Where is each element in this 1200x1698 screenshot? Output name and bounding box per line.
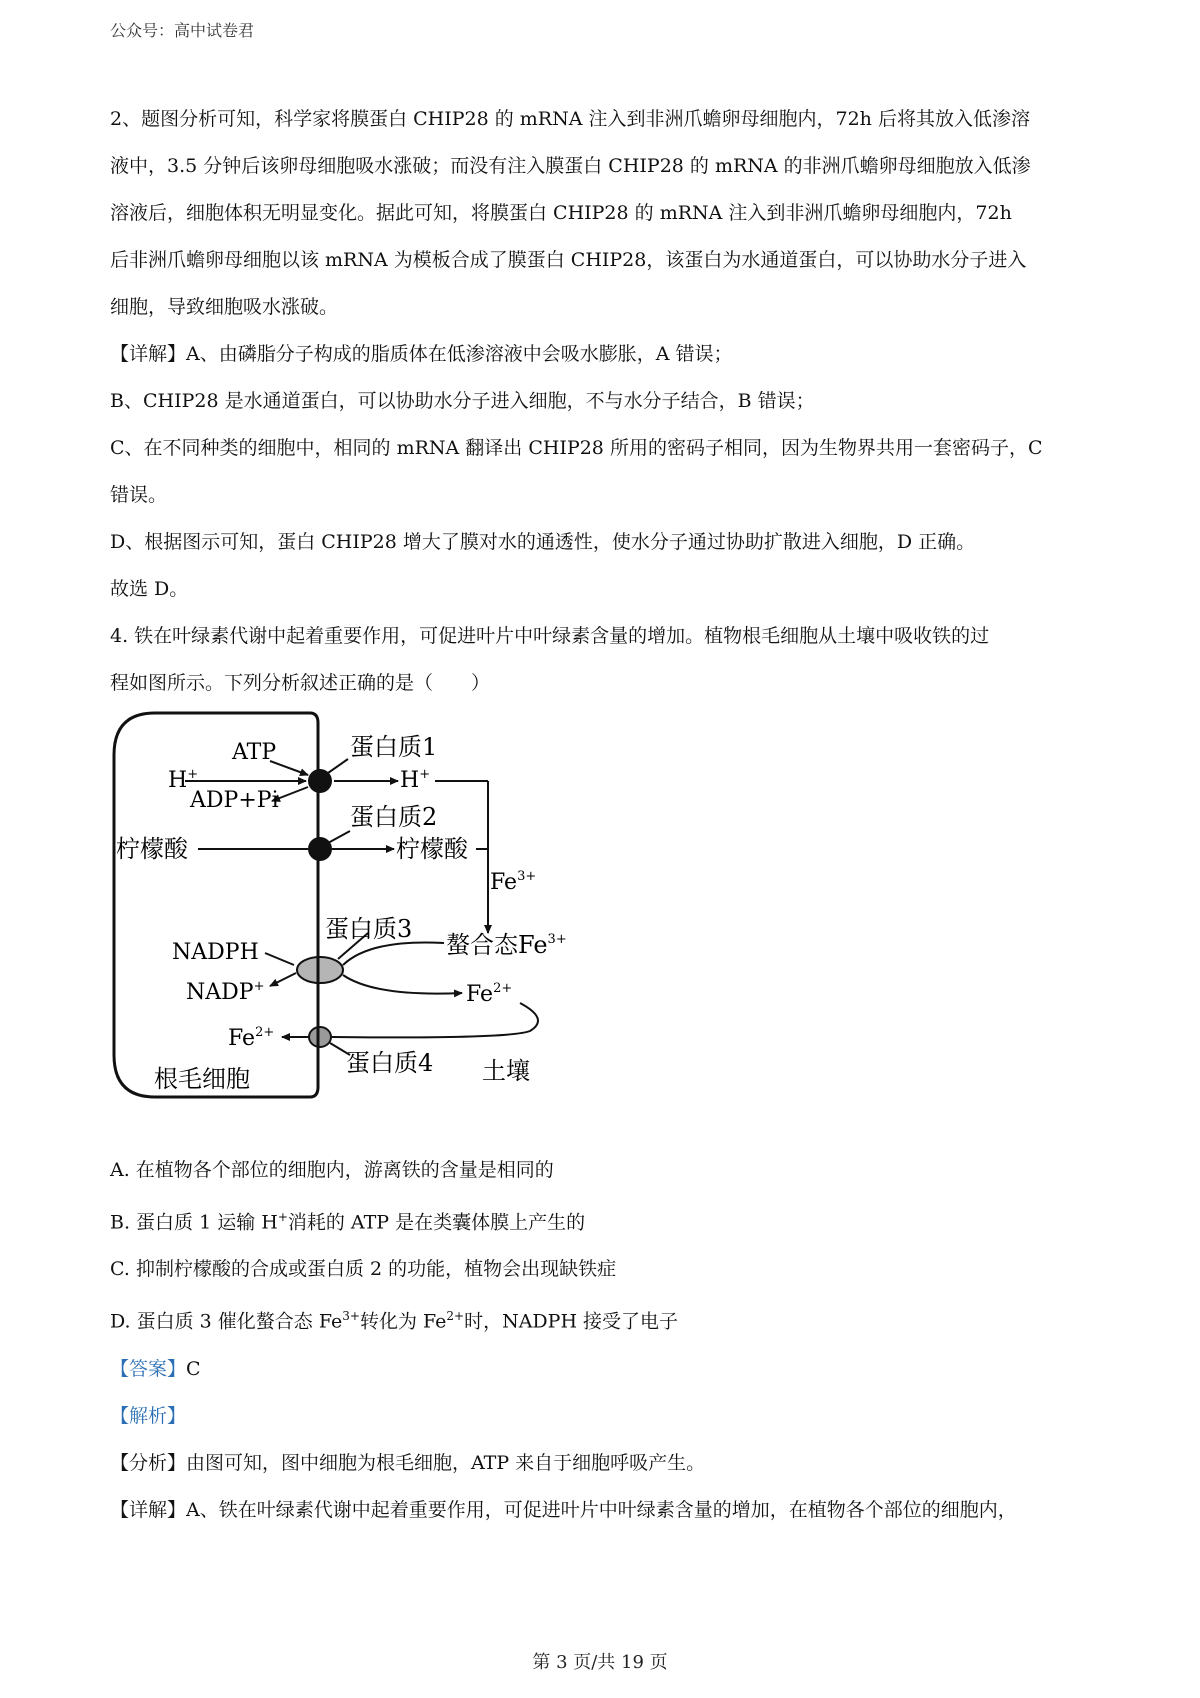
fe2-inside-label: $Fe^{2+}$: [228, 1025, 275, 1051]
detail-line: 【详解】A、铁在叶绿素代谢中起着重要作用，可促进叶片中叶绿素含量的增加，在植物各个部位的细胞内，: [110, 1498, 1017, 1521]
question-stem: 4. 铁在叶绿素代谢中起着重要作用，可促进叶片中叶绿素含量的增加。植物根毛细胞从土壤中吸收铁的过: [110, 625, 990, 647]
answer-label: 【答案】: [110, 1357, 187, 1380]
fe3-label: $Fe^{3+}$: [490, 869, 537, 895]
cell-outline: [114, 713, 318, 1097]
page-footer: 第 3 页/共 19 页: [532, 1652, 668, 1673]
protein3-marker: [297, 957, 343, 983]
iron-uptake-diagram: [110, 707, 1100, 1147]
protein1-label: 蛋白质1: [350, 733, 438, 761]
text-line: B、CHIP28 是水通道蛋白，可以协助水分子进入细胞，不与水分子结合，B 错误；: [110, 390, 815, 412]
protein1-marker: [308, 769, 332, 793]
answer-value: C: [186, 1357, 201, 1380]
root-hair-cell-label: 根毛细胞: [154, 1065, 250, 1093]
parse-label: 【解析】: [110, 1404, 187, 1427]
citric-acid-outside-label: 柠檬酸: [396, 835, 468, 863]
text-line: 后非洲爪蟾卵母细胞以该 mRNA 为模板合成了膜蛋白 CHIP28，该蛋白为水通道蛋白，可以协助水分子进入: [110, 249, 1027, 271]
text-line: 细胞，导致细胞吸水涨破。: [110, 296, 339, 318]
analysis-line: 【分析】由图可知，图中细胞为根毛细胞，ATP 来自于细胞呼吸产生。: [110, 1451, 706, 1474]
question-4: [110, 613, 1100, 1534]
adp-label: ADP+Pi: [190, 788, 279, 813]
option-a: A. 在植物各个部位的细胞内，游离铁的含量是相同的: [110, 1159, 554, 1181]
text-line: 溶液后，细胞体积无明显变化。据此可知，将膜蛋白 CHIP28 的 mRNA 注入到非洲爪蟾卵母细胞内，72h: [110, 202, 1012, 224]
nadph-label: NADPH: [172, 940, 259, 965]
text-line: 【详解】A、由磷脂分子构成的脂质体在低渗溶液中会吸水膨胀，A 错误；: [110, 343, 733, 365]
option-c: C. 抑制柠檬酸的合成或蛋白质 2 的功能，植物会出现缺铁症: [110, 1258, 617, 1281]
citric-acid-inside-label: 柠檬酸: [116, 835, 188, 863]
answer-line: [110, 1346, 1100, 1393]
text-line: 液中，3.5 分钟后该卵母细胞吸水涨破；而没有注入膜蛋白 CHIP28 的 mRNA 的非洲爪蟾卵母细胞放入低渗: [110, 155, 1031, 177]
nadp-label: NADP+: [186, 979, 265, 1005]
detail-previous: [110, 331, 1100, 613]
chelated-fe3-label: 螯合态$Fe^{3+}$: [446, 931, 567, 959]
option-d: D. 蛋白质 3 催化螯合态 $Fe^{3+}$转化为 $Fe^{2+}$时，NADPH 接受了电子: [110, 1309, 679, 1333]
text-line: 2、题图分析可知，科学家将膜蛋白 CHIP28 的 mRNA 注入到非洲爪蟾卵母细胞内，72h 后将其放入低渗溶: [110, 108, 1030, 130]
protein3-label: 蛋白质3: [325, 915, 413, 943]
protein4-marker: [309, 1027, 331, 1047]
h-outside-label: H+: [400, 767, 431, 793]
h-inside-label: H+: [168, 767, 199, 793]
option-b: B. 蛋白质 1 运输 H+消耗的 ATP 是在类囊体膜上产生的: [110, 1210, 586, 1234]
page-header: 公众号：高中试卷君: [110, 21, 255, 40]
protein2-label: 蛋白质2: [350, 803, 438, 831]
soil-label: 土壤: [482, 1057, 530, 1085]
atp-label: ATP: [232, 740, 277, 765]
fe2-outside-label: $Fe^{2+}$: [466, 981, 513, 1007]
page-content: [110, 96, 1100, 1534]
analysis-2: [110, 96, 1100, 331]
protein2-marker: [308, 837, 332, 861]
text-line: C、在不同种类的细胞中，相同的 mRNA 翻译出 CHIP28 所用的密码子相同，因为生物界共用一套密码子，C: [110, 437, 1043, 459]
text-line: D、根据图示可知，蛋白 CHIP28 增大了膜对水的通透性，使水分子通过协助扩散进入细胞，D 正确。: [110, 531, 976, 553]
question-stem: 程如图所示。下列分析叙述正确的是（ ）: [110, 672, 491, 694]
text-line: 故选 D。: [110, 578, 189, 600]
text-line: 错误。: [110, 484, 168, 506]
protein4-label: 蛋白质4: [346, 1049, 434, 1077]
diagram-svg: [110, 707, 580, 1147]
